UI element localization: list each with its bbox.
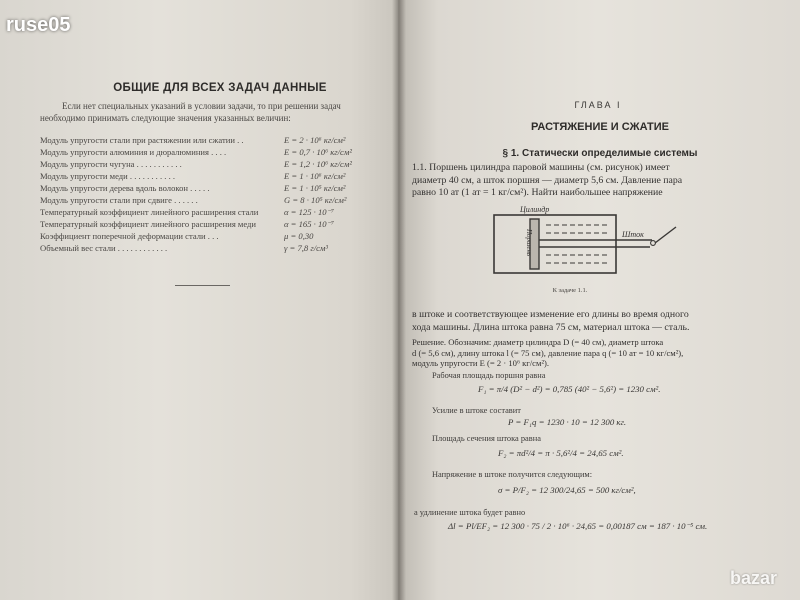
constant-label: Модуль упругости дерева вдоль волокон . . . . . bbox=[40, 183, 210, 193]
constant-row bbox=[40, 230, 385, 242]
watermark-logo: ruse05 bbox=[6, 14, 71, 36]
constant-label: Температурный коэффициент линейного расширения стали bbox=[40, 207, 259, 217]
text-line: 1.1. Поршень цилиндра паровой машины (см. рисунок) имеет bbox=[412, 162, 670, 173]
constant-value: μ = 0,30 bbox=[284, 231, 314, 241]
step-text: Усилие в штоке составит bbox=[432, 406, 521, 415]
section-heading: § 1. Статически определимые системы bbox=[502, 148, 698, 159]
problem-continued bbox=[412, 309, 752, 334]
constant-row bbox=[40, 218, 385, 230]
constant-row bbox=[40, 146, 385, 158]
step-text: Рабочая площадь поршня равна bbox=[432, 371, 546, 380]
rod-joint bbox=[651, 241, 656, 246]
formula: Δl = Pl/EF₂ = 12 300 · 75 / 2 · 10⁶ · 24,65 = 0,00187 см = 187 · 10⁻⁵ см. bbox=[448, 521, 708, 531]
piston-label: Поршень bbox=[525, 229, 533, 257]
constant-label: Модуль упругости меди . . . . . . . . . . . bbox=[40, 171, 176, 181]
chapter-title: РАСТЯЖЕНИЕ И СЖАТИЕ bbox=[531, 121, 669, 133]
constant-value: γ = 7,8 г/см³ bbox=[284, 243, 328, 253]
constant-row bbox=[40, 170, 385, 182]
problem-statement bbox=[412, 162, 747, 200]
constant-row bbox=[40, 182, 385, 194]
constant-row bbox=[40, 158, 385, 170]
step-text: Площадь сечения штока равна bbox=[432, 434, 541, 443]
step-text: Напряжение в штоке получится следующим: bbox=[432, 470, 593, 479]
constant-value: E = 2 · 10⁶ кг/см² bbox=[284, 135, 346, 145]
constant-value: α = 165 · 10⁻⁷ bbox=[284, 219, 335, 229]
constant-value: G = 8 · 10⁵ кг/см² bbox=[284, 195, 347, 205]
constant-label: Коэффициент поперечной деформации стали . . . bbox=[40, 231, 219, 241]
constant-row bbox=[40, 242, 385, 254]
constant-value: E = 1 · 10⁵ кг/см² bbox=[284, 183, 346, 193]
figure-caption: К задаче 1.1. bbox=[552, 287, 588, 294]
constant-label: Объемный вес стали . . . . . . . . . . . . bbox=[40, 243, 168, 253]
text-line: равно 10 ат (1 ат = 1 кг/см²). Найти наибольшее напряжение bbox=[412, 187, 663, 198]
solution-intro bbox=[412, 337, 752, 369]
watermark-corner: bazar bbox=[730, 568, 778, 588]
book-gutter bbox=[392, 0, 406, 600]
constants-list bbox=[40, 134, 385, 254]
chapter-number: ГЛАВА I bbox=[574, 100, 622, 110]
constant-label: Модуль упругости стали при растяжении или сжатии . . bbox=[40, 135, 244, 145]
constant-label: Модуль упругости чугуна . . . . . . . . . . . bbox=[40, 159, 182, 169]
constant-value: E = 1 · 10⁶ кг/см² bbox=[284, 171, 346, 181]
constant-row bbox=[40, 206, 385, 218]
cylinder-body bbox=[494, 215, 616, 273]
formula: σ = P/F₂ = 12 300/24,65 = 500 кг/см², bbox=[498, 485, 636, 495]
page-title: ОБЩИЕ ДЛЯ ВСЕХ ЗАДАЧ ДАННЫЕ bbox=[113, 82, 327, 94]
constant-row bbox=[40, 134, 385, 146]
rod-label: Шток bbox=[622, 230, 644, 239]
formula: F₁ = π/4 (D² − d²) = 0,785 (40² − 5,6²) = 1230 см². bbox=[478, 384, 661, 394]
constant-value: E = 1,2 · 10⁶ кг/см² bbox=[284, 159, 352, 169]
crank-line bbox=[655, 227, 676, 243]
text-line: d (= 5,6 см), длину штока l (= 75 см), давление пара q (= 10 ат = 10 кг/см²), bbox=[412, 347, 684, 358]
constant-value: E = 0,7 · 10⁶ кг/см² bbox=[284, 147, 352, 157]
constant-label: Модуль упругости алюминия и дюралюминия . . . . bbox=[40, 147, 227, 157]
intro-paragraph: Если нет специальных указаний в условии задачи, то при решении задач необходимо принимать следующие значения указанных величин: bbox=[40, 101, 341, 123]
text-line: хода машины. Длина штока равна 75 см, материал штока — сталь. bbox=[412, 321, 690, 333]
step-text: а удлинение штока будет равно bbox=[414, 508, 526, 517]
constant-value: α = 125 · 10⁻⁷ bbox=[284, 207, 335, 217]
text-line: диаметр 40 см, а шток поршня — диаметр 5,6 см. Давление пара bbox=[412, 174, 683, 186]
text-line: Решение. Обозначим: диаметр цилиндра D (= 40 см), диаметр штока bbox=[412, 337, 664, 347]
text-line: в штоке и соответствующее изменение его длины во время одного bbox=[412, 309, 689, 320]
text-line: модуль упругости E (= 2 · 10⁶ кг/см²). bbox=[412, 358, 550, 368]
left-page bbox=[0, 0, 398, 600]
cylinder-label: Цилиндр bbox=[520, 205, 550, 214]
formula: F₂ = πd²/4 = π · 5,6²/4 = 24,65 см². bbox=[498, 448, 624, 458]
divider-rule bbox=[175, 285, 230, 286]
constant-label: Модуль упругости стали при сдвиге . . . . . . bbox=[40, 195, 198, 205]
piston-figure bbox=[480, 205, 680, 281]
constant-label: Температурный коэффициент линейного расширения меди bbox=[40, 219, 257, 229]
constant-row bbox=[40, 194, 385, 206]
formula: P = F₁q = 1230 · 10 = 12 300 кг. bbox=[508, 417, 627, 427]
